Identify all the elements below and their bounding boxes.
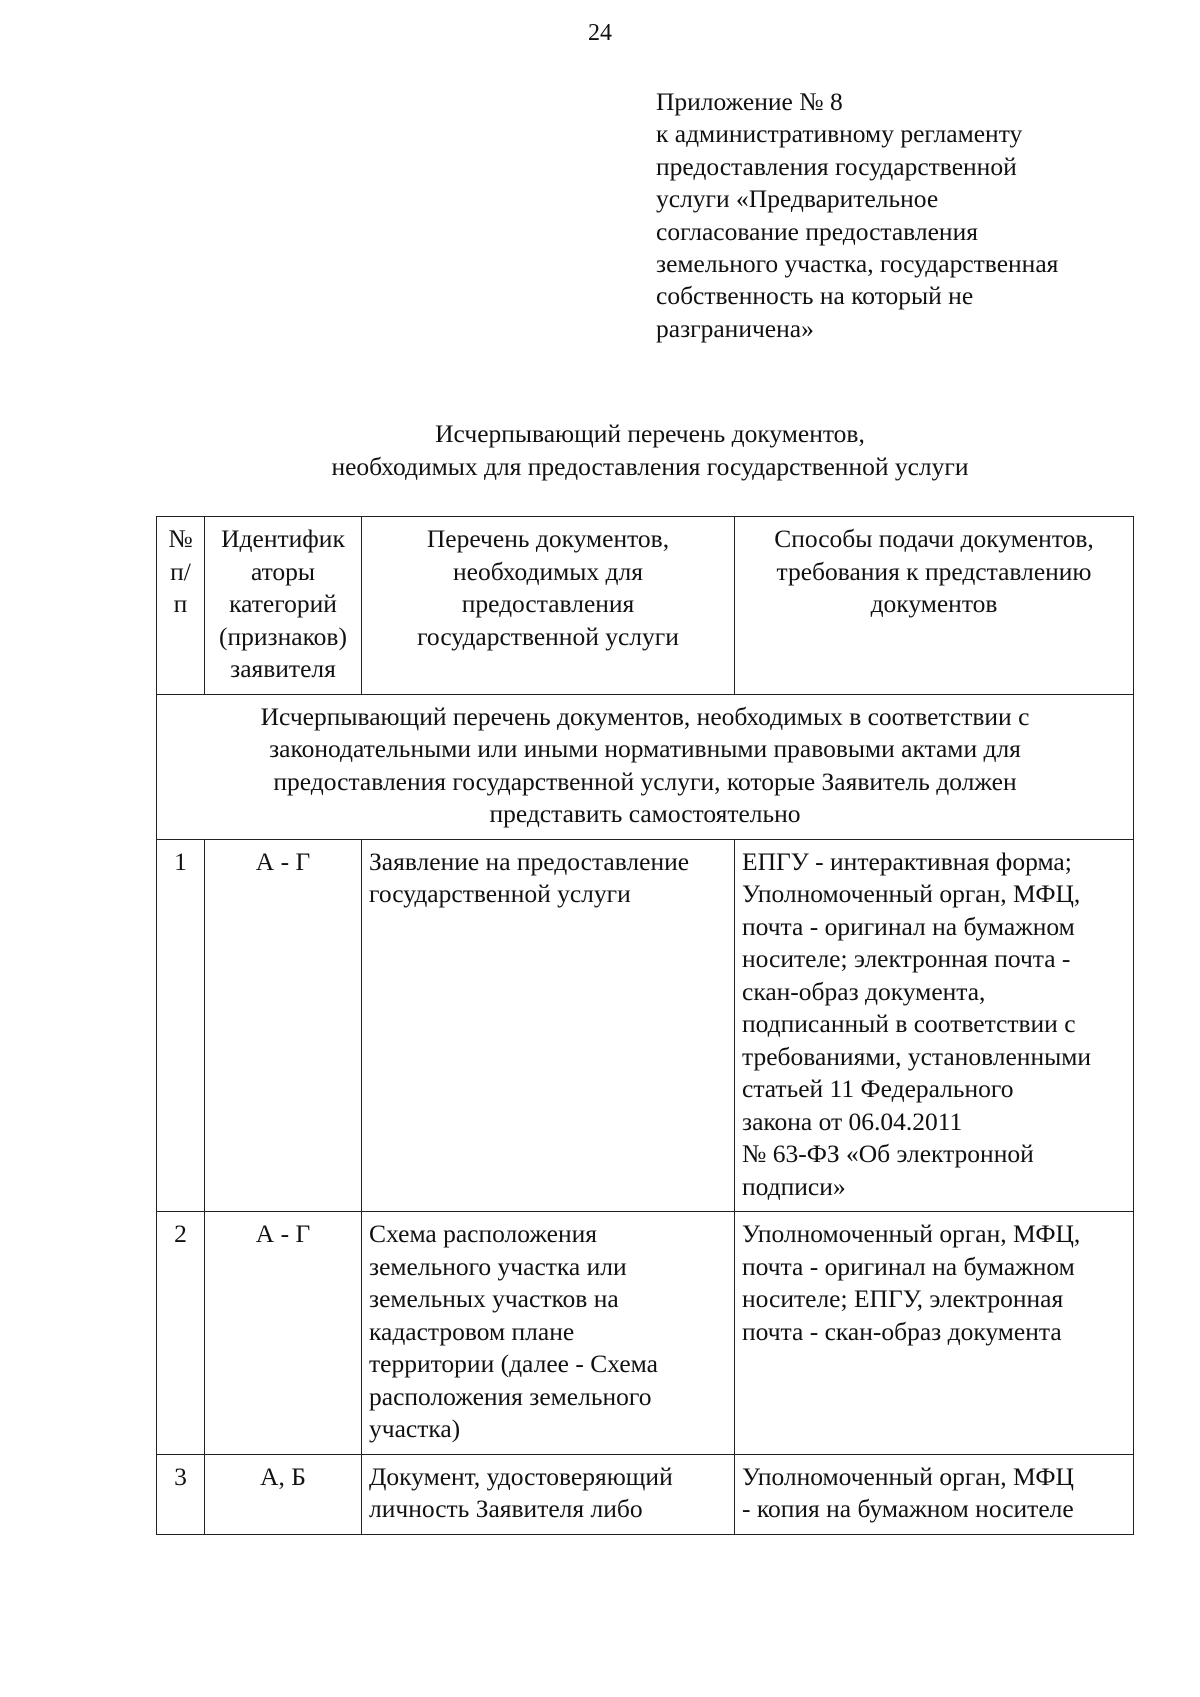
cell-line: почта - скан-образ документа — [742, 1316, 1062, 1346]
table-row — [157, 1212, 1134, 1455]
appendix-line: разграничена» — [656, 313, 814, 343]
header-text: государственной услуги — [417, 621, 679, 651]
appendix-line: согласование предоставления — [656, 216, 978, 246]
row-identifiers: А - Г — [205, 839, 362, 1212]
cell-line: подписанный в соответствии с — [742, 1009, 1076, 1038]
appendix-line: к административному регламенту — [656, 119, 1023, 149]
row-number: 3 — [157, 1454, 205, 1534]
table-header-row — [157, 517, 1134, 695]
row-method — [735, 1212, 1134, 1455]
header-text: № — [168, 524, 193, 553]
cell-line: участка) — [369, 1414, 461, 1443]
header-num — [157, 517, 205, 695]
appendix-line: предоставления государственной — [656, 151, 1017, 181]
title-line: Исчерпывающий перечень документов, — [435, 419, 865, 448]
cell-line: статьей 11 Федерального — [742, 1074, 1014, 1103]
cell-line: земельного участка или — [369, 1251, 627, 1281]
cell-line: Документ, удостоверяющий — [369, 1461, 673, 1491]
cell-line: кадастровом плане — [369, 1316, 575, 1346]
cell-line: - копия на бумажном носителе — [742, 1494, 1074, 1523]
row-method — [735, 1454, 1134, 1534]
header-methods — [735, 517, 1134, 695]
header-text: предоставления — [461, 589, 635, 618]
cell-line: Уполномоченный орган, МФЦ, — [742, 1219, 1081, 1248]
row-number: 2 — [157, 1212, 205, 1455]
appendix-line: Приложение № 8 — [656, 87, 843, 116]
appendix-note — [656, 86, 1176, 345]
section-heading-line: законодательными или иными нормативными правовыми актами для — [269, 734, 1021, 763]
header-text: (признаков) — [219, 621, 347, 651]
cell-line: расположения земельного — [369, 1381, 652, 1411]
appendix-line: услуги «Предварительное — [656, 184, 939, 214]
section-heading — [157, 694, 1134, 839]
header-text: п — [173, 589, 188, 618]
header-text: документов — [870, 589, 998, 618]
cell-line: территории (далее - Схема — [369, 1349, 658, 1378]
row-identifiers: А - Г — [205, 1212, 362, 1455]
cell-line: Уполномоченный орган, МФЦ — [742, 1461, 1074, 1491]
table-row — [157, 839, 1134, 1212]
appendix-line: земельного участка, государственная — [656, 249, 1059, 279]
header-text: аторы — [250, 556, 316, 586]
cell-line: № 63-ФЗ «Об электронной — [742, 1139, 1034, 1168]
row-document — [362, 839, 735, 1212]
section-heading-line: представить самостоятельно — [489, 799, 801, 828]
section-heading-row — [157, 694, 1134, 839]
cell-line: скан-образ документа, — [742, 976, 986, 1006]
cell-line: Уполномоченный орган, МФЦ, — [742, 879, 1081, 908]
document-title — [0, 417, 1200, 483]
documents-table — [156, 516, 1134, 1535]
cell-line: закона от 06.04.2011 — [742, 1106, 963, 1136]
header-identifiers — [205, 517, 362, 695]
header-text: категорий — [229, 589, 337, 618]
cell-line: требованиями, установленными — [742, 1041, 1092, 1071]
header-text: заявителя — [230, 654, 336, 683]
table-row — [157, 1454, 1134, 1534]
cell-line: подписи» — [742, 1171, 846, 1201]
cell-line: государственной услуги — [369, 879, 631, 908]
page-number: 24 — [588, 20, 612, 46]
appendix-line: собственность на который не — [656, 281, 974, 311]
section-heading-line: Исчерпывающий перечень документов, необходимых в соответствии с — [260, 701, 1030, 731]
cell-line: земельных участков на — [369, 1284, 619, 1313]
cell-line: Заявление на предоставление — [369, 846, 690, 876]
row-document — [362, 1212, 735, 1455]
cell-line: личность Заявителя либо — [369, 1494, 643, 1523]
row-identifiers: А, Б — [205, 1454, 362, 1534]
title-line: необходимых для предоставления государственной услуги — [331, 452, 969, 481]
section-heading-line: предоставления государственной услуги, которые Заявитель должен — [273, 766, 1017, 796]
cell-line: почта - оригинал на бумажном — [742, 1251, 1075, 1281]
header-text: Перечень документов, — [426, 524, 670, 553]
header-text: Идентифик — [221, 524, 345, 553]
row-method — [735, 839, 1134, 1212]
cell-line: ЕПГУ - интерактивная форма; — [742, 846, 1072, 876]
header-text: необходимых для — [453, 556, 643, 586]
cell-line: носителе; электронная почта - — [742, 944, 1071, 973]
header-documents — [362, 517, 735, 695]
header-text: требования к представлению — [776, 556, 1092, 586]
header-text: п/ — [170, 556, 191, 586]
cell-line: Схема расположения — [369, 1219, 598, 1248]
cell-line: почта - оригинал на бумажном — [742, 911, 1075, 941]
row-document — [362, 1454, 735, 1534]
row-number: 1 — [157, 839, 205, 1212]
header-text: Способы подачи документов, — [774, 524, 1094, 553]
cell-line: носителе; ЕПГУ, электронная — [742, 1284, 1064, 1313]
